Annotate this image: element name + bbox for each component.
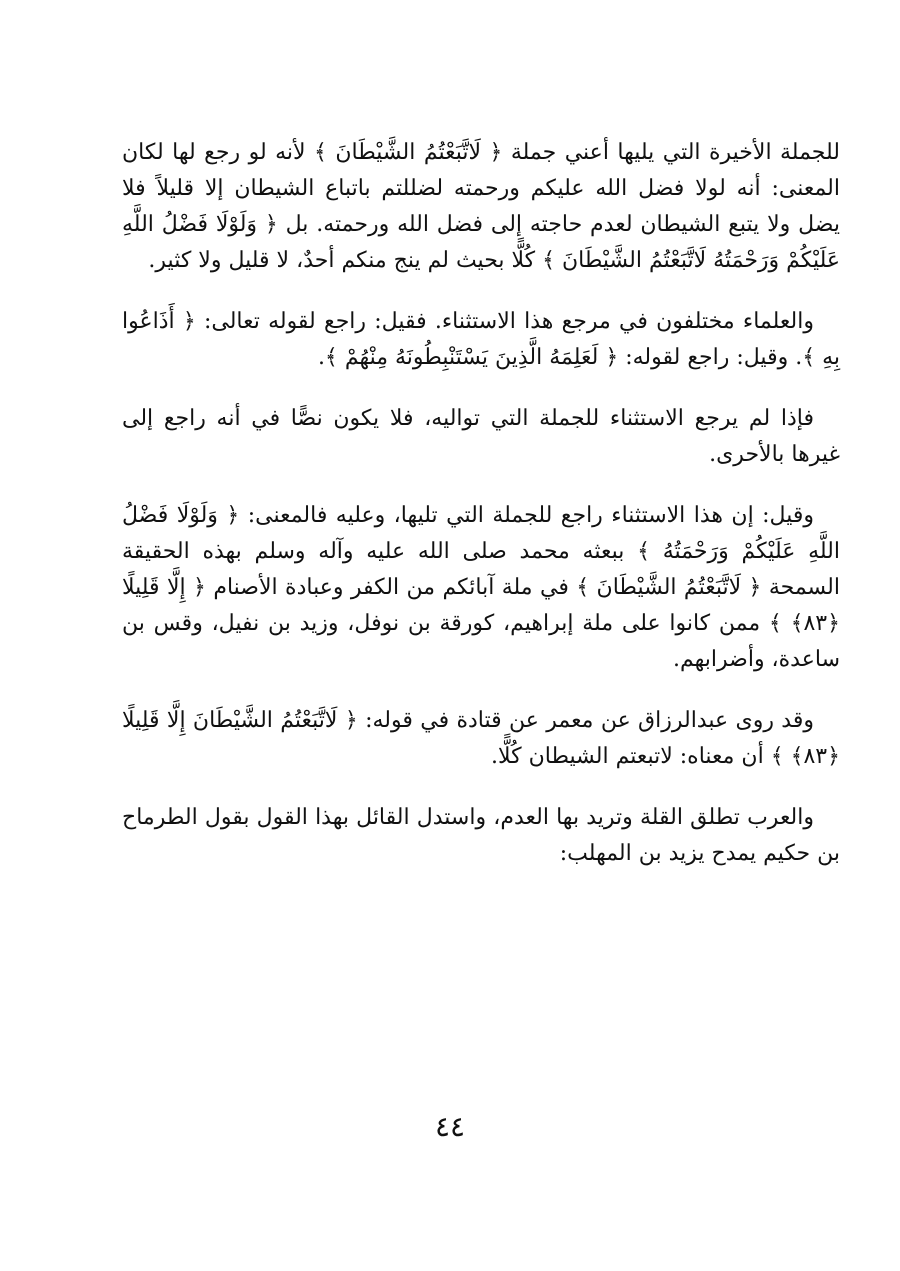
- paragraph-6: والعرب تطلق القلة وتريد بها العدم، واستدل القائل بهذا القول بقول الطرماح بن حكيم يمدح يزيد بن المهلب:: [122, 805, 840, 866]
- paragraph-5: وقد روى عبدالرزاق عن معمر عن قتادة في قوله: ﴿ لَاتَّبَعْتُمُ الشَّيْطَانَ إِلَّا قَلِيلًا ﴿٨٣﴾ ﴾ أن معناه: لاتبعتم الشيطان كُلًّا.: [122, 708, 840, 769]
- paragraph-1: للجملة الأخيرة التي يليها أعني جملة ﴿ لَاتَّبَعْتُمُ الشَّيْطَانَ ﴾ لأنه لو رجع لها لكان المعنى: أنه لولا فضل الله عليكم ورحمته لضللتم باتباع الشيطان إلا قليلاً فلا يضل ولا يتبع الشيطان لعدم حاجته إلى فضل الله ورحمته. بل ﴿ وَلَوْلَا فَضْلُ اللَّهِ عَلَيْكُمْ وَرَحْمَتُهُ لَاتَّبَعْتُمُ الشَّيْطَانَ ﴾ كُلًّا بحيث لم ينج منكم أحدٌ، لا قليل ولا كثير.: [122, 140, 840, 273]
- paragraph-3: فإذا لم يرجع الاستثناء للجملة التي تواليه، فلا يكون نصًّا في أنه راجع إلى غيرها بالأحرى.: [122, 406, 840, 467]
- page-number: ٤٤: [434, 1110, 466, 1143]
- paragraph-4: وقيل: إن هذا الاستثناء راجع للجملة التي تليها، وعليه فالمعنى: ﴿ وَلَوْلَا فَضْلُ اللَّهِ عَلَيْكُمْ وَرَحْمَتُهُ ﴾ ببعثه محمد صلى الله عليه وآله وسلم بهذه الحقيقة السمحة ﴿ لَاتَّبَعْتُمُ الشَّيْطَانَ ﴾ في ملة آبائكم من الكفر وعبادة الأصنام ﴿ إِلَّا قَلِيلًا ﴿٨٣﴾ ﴾ ممن كانوا على ملة إبراهيم، كورقة بن نوفل، وزيد بن نفيل، وقس بن ساعدة، وأضرابهم.: [122, 503, 840, 672]
- paragraph-2: والعلماء مختلفون في مرجع هذا الاستثناء. فقيل: راجع لقوله تعالى: ﴿ أَذَاعُوا بِهِ ﴾. وقيل: راجع لقوله: ﴿ لَعَلِمَهُ الَّذِينَ يَسْتَنْبِطُونَهُ مِنْهُمْ ﴾.: [122, 309, 840, 370]
- page-body: [122, 135, 840, 897]
